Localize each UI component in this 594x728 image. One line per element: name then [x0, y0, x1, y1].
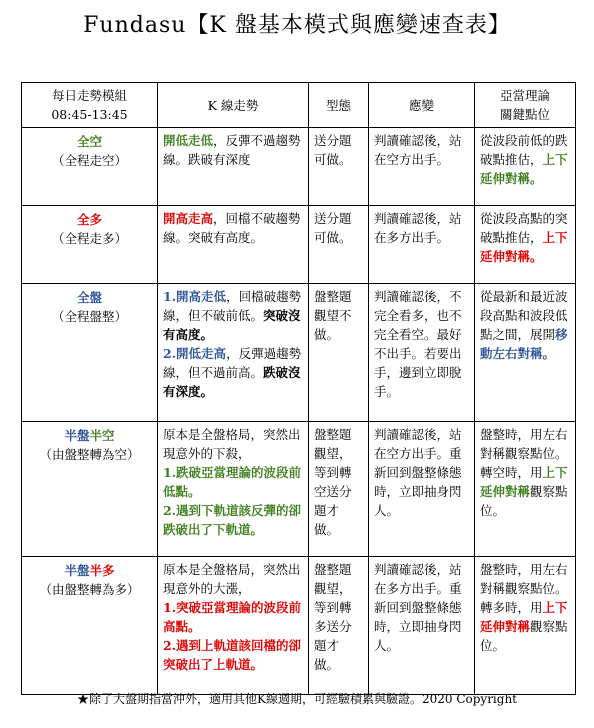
k-highlight: 2.開低走高	[163, 346, 227, 361]
k-text: 原本是全盤格局，突然出現意外的大漲，	[163, 562, 301, 596]
mode-title-suffix: 半多	[89, 563, 115, 578]
mode-title-main: 全盤	[76, 290, 102, 305]
adam-text-end: 觀察點位。	[480, 484, 568, 518]
response-cell: 判讀確認後，不完全看多，也不完全看空。最好不出手。若要出手，邊到立即脫手。	[369, 284, 475, 422]
pattern-cell: 送分題可做。	[309, 128, 369, 206]
mode-title-main: 全多	[76, 212, 102, 227]
mode-title-main: 全空	[76, 134, 102, 149]
k-text: ，回檔不破趨勢線。突破有高度。	[163, 211, 301, 245]
header-pattern: 型態	[309, 83, 369, 128]
mode-cell	[22, 206, 158, 284]
adam-text: 從波段前低的跌破點推估，	[480, 133, 568, 167]
adam-text: 從波段高點的突破點推估，	[480, 211, 568, 245]
k-trend-cell	[158, 128, 309, 206]
mode-title	[27, 426, 152, 445]
table-row	[22, 128, 576, 206]
mode-cell	[22, 422, 158, 557]
mode-subtitle: （全程盤整）	[51, 309, 127, 324]
pattern-cell: 盤整題觀望，等到轉多送分題才做。	[309, 557, 369, 695]
adam-highlight: 移動左右對稱。	[480, 327, 568, 361]
header-adam-line1: 亞當理論	[499, 88, 550, 103]
mode-subtitle: （由盤整轉為空）	[39, 447, 140, 462]
k-point-2: 2.遇到下軌道該反彈的卻跌破出了下軌道。	[163, 503, 302, 537]
k-text: ，反彈不過趨勢線。跌破有深度	[163, 133, 301, 167]
response-cell: 判讀確認後，站在空方出手。	[369, 128, 475, 206]
quick-reference-table	[21, 82, 576, 695]
k-text: ，回檔破趨勢線，但不破前低。	[163, 289, 302, 323]
k-trend-cell	[158, 284, 309, 422]
mode-cell	[22, 128, 158, 206]
mode-subtitle: （由盤整轉為多）	[39, 582, 140, 597]
header-time-range: 08:45-13:45	[51, 107, 128, 122]
mode-title	[27, 210, 152, 229]
mode-title	[27, 288, 152, 307]
header-adam-line2: 關鍵點位	[499, 107, 550, 122]
header-response: 應變	[369, 83, 475, 128]
k-point-2: 2.遇到上軌道該回檔的卻突破出了上軌道。	[163, 638, 302, 672]
table-row	[22, 422, 576, 557]
k-point-1: 1.跌破亞當理論的波段前低點。	[163, 465, 302, 499]
mode-subtitle: （全程走多）	[51, 231, 127, 246]
footer-note: ★除了大盤期指當沖外，適用其他K線週期，可經驗積累與驗證。2020 Copyright	[77, 692, 517, 706]
response-cell: 判讀確認後，站在多方出手。重新回到盤整條態時，立即抽身閃人。	[369, 557, 475, 695]
pattern-cell: 送分題可做。	[309, 206, 369, 284]
k-highlight: 開高走高	[163, 211, 214, 226]
mode-title	[27, 132, 152, 151]
table-row	[22, 557, 576, 695]
mode-title-suffix: 半空	[89, 428, 115, 443]
header-mode-label: 每日走勢模組	[51, 88, 127, 103]
adam-text: 盤整時，用左右對稱觀察點位。轉多時，用	[480, 562, 568, 615]
page-title: Fundasu【K 盤基本模式與應變速查表】	[83, 13, 511, 38]
k-trend-cell	[158, 422, 309, 557]
header-mode	[22, 83, 158, 128]
header-k-trend: K 線走勢	[158, 83, 309, 128]
adam-cell	[475, 128, 576, 206]
mode-subtitle: （全程走空）	[51, 153, 127, 168]
mode-cell	[22, 557, 158, 695]
response-cell: 判讀確認後，站在多方出手。	[369, 206, 475, 284]
k-trend-cell	[158, 206, 309, 284]
k-bold: 突破沒有高度。	[163, 308, 301, 342]
k-text: ，反彈過趨勢線，但不過前高。	[163, 346, 302, 380]
adam-cell	[475, 206, 576, 284]
adam-highlight: 上下延伸對稱。	[480, 230, 568, 264]
mode-cell	[22, 284, 158, 422]
adam-cell	[475, 422, 576, 557]
adam-text: 從最新和最近波段高點和波段低點之間，展開	[480, 289, 568, 342]
k-highlight: 1.開高走低	[163, 289, 227, 304]
table-row	[22, 284, 576, 422]
k-trend-cell	[158, 557, 309, 695]
k-point-1: 1.突破亞當理論的波段前高點。	[163, 600, 302, 634]
adam-cell	[475, 284, 576, 422]
k-bold: 跌破沒有深度。	[163, 365, 301, 399]
adam-text: 盤整時，用左右對稱觀察點位。轉空時，用	[480, 427, 568, 480]
table-header-row	[22, 83, 576, 128]
table-row	[22, 206, 576, 284]
mode-title-main: 半盤	[64, 563, 90, 578]
adam-text-end: 觀察點位。	[480, 619, 568, 653]
adam-cell	[475, 557, 576, 695]
response-cell: 判讀確認後，站在空方出手。重新回到盤整條態時，立即抽身閃人。	[369, 422, 475, 557]
k-highlight: 開低走低	[163, 133, 214, 148]
pattern-cell: 盤整題觀望不做。	[309, 284, 369, 422]
adam-highlight: 上下延伸對稱	[480, 600, 568, 634]
mode-title-main: 半盤	[64, 428, 90, 443]
adam-highlight: 上下延伸對稱。	[480, 152, 568, 186]
k-text: 原本是全盤格局，突然出現意外的下殺，	[163, 427, 301, 461]
mode-title	[27, 561, 152, 580]
pattern-cell: 盤整題觀望，等到轉空送分題才做。	[309, 422, 369, 557]
adam-highlight: 上下延伸對稱	[480, 465, 568, 499]
header-adam	[475, 83, 576, 128]
